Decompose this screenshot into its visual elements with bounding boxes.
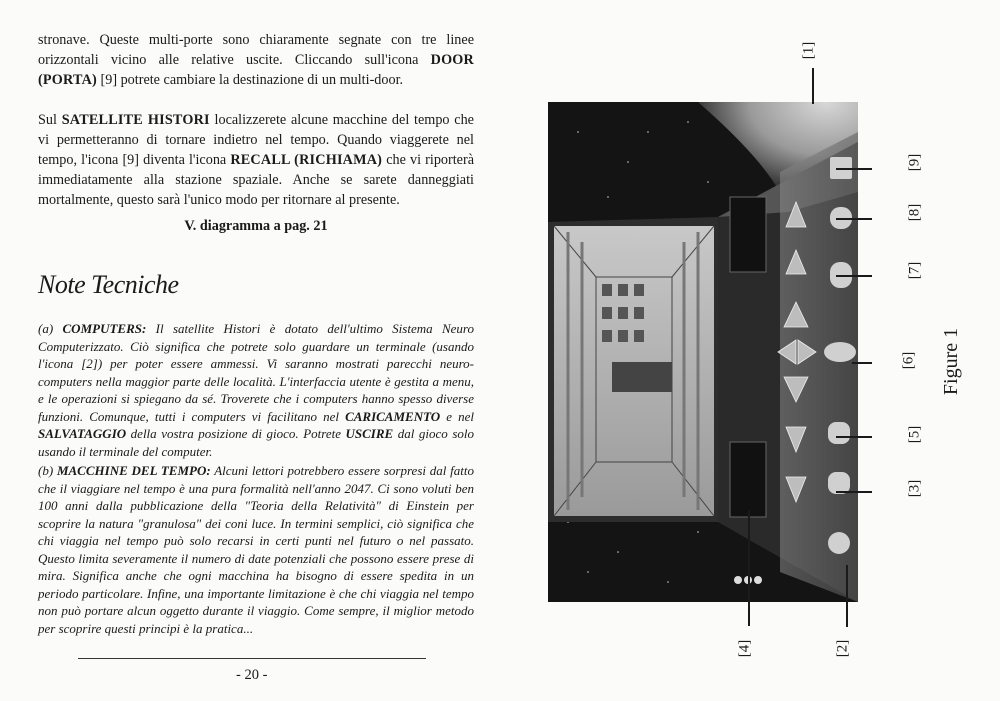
callout-3: [3] xyxy=(906,479,923,498)
text: Alcuni lettori potrebbero essere sorpresi dal fatto che il viaggiare nel tempo è una pura formalità nell'anno 2047. Ci sono voluti ben 100 anni dalla pubblicazione della "Teoria della Relatività" di Einstein per scoprire la natura "granulosa" dei coni luce. In termini semplici, ciò significa che chi viaggia nel tempo può solo recarsi in certi punti nel futuro o nel passato. Questo limita severamente il numero di date potenziali che possono essere prese di mira. Significa anche che ogni macchina ha bisogno di essere spedita in un periodo particolare. Infine, una importante limitazione è che chi viaggia nel tempo non può portare alcun oggetto durante il viaggio. Come sempre, il miglior metodo per scoprire questi principi è la pratica... xyxy=(38,463,474,636)
leader-9 xyxy=(836,168,872,170)
game-screenshot xyxy=(548,102,858,602)
leader-2 xyxy=(846,565,848,627)
leader-8 xyxy=(836,218,872,220)
bold-term-computers: COMPUTERS: xyxy=(62,321,147,336)
text: [9] potrete cambiare la destinazione di un multi-door. xyxy=(96,72,404,88)
hand-icon-5 xyxy=(828,422,850,444)
paragraph-multi-door xyxy=(38,30,474,90)
bold-term-recall: RECALL (RICHIAMA) xyxy=(230,152,383,168)
text: (a) xyxy=(38,321,63,336)
footer-rule xyxy=(78,658,426,659)
bold-term-door: DOOR (PORTA) xyxy=(38,52,474,88)
room-figure xyxy=(612,362,672,392)
text: Sul xyxy=(38,112,62,128)
text: stronave. Queste multi-porte sono chiaramente segnate con tre linee orizzontali vicino alle relative uscite. Cliccando sull'icona xyxy=(38,32,474,68)
paragraph-macchine xyxy=(38,462,474,637)
paragraph-satellite xyxy=(38,110,474,210)
look-icon xyxy=(828,532,850,554)
bold-term-satellite: SATELLITE HISTORI xyxy=(61,112,210,128)
text: della vostra posizione di gioco. Potrete xyxy=(126,426,346,441)
page-number: - 20 - xyxy=(236,667,268,683)
text: Il satellite Histori è dotato dell'ultimo Sistema Neuro Computerizzato. Ciò significa che potrete solo guardare un terminale (usando l'icona [2]) per poter essere ammessi. Vi saranno mostrati parecchi neuro-computers nella maggior parte delle località. L'interfaccia utente è gestita a menu, e le operazioni si spiegano da sé. Troverete che i computers hanno spesso diverse funzioni. Comunque, tutti i computers vi facilitano nel xyxy=(38,321,474,424)
callout-9: [9] xyxy=(906,153,923,172)
figure-label: Figure 1 xyxy=(940,327,963,396)
top-hatch xyxy=(730,197,766,272)
bottom-hatch xyxy=(730,442,766,517)
leader-3 xyxy=(836,491,872,493)
leader-7 xyxy=(836,275,872,277)
bold-term-macchine: MACCHINE DEL TEMPO: xyxy=(56,463,211,478)
leader-4 xyxy=(748,510,750,626)
text: localizzerete alcune macchine del tempo che vi permetteranno di tornare indietro nel tempo. Quando viaggerete nel tempo, l'icona [9] diventa l'icona xyxy=(38,112,474,168)
callout-1: [1] xyxy=(800,41,817,60)
bold-term-uscire: USCIRE xyxy=(345,426,394,441)
text: (b) xyxy=(38,463,57,478)
text: dal gioco solo usando il terminale del computer. xyxy=(38,426,474,459)
game-scene xyxy=(548,102,858,602)
callout-7: [7] xyxy=(906,261,923,280)
callout-4: [4] xyxy=(736,639,753,658)
eye-icon xyxy=(824,342,856,362)
section-heading: Note Tecniche xyxy=(38,270,179,299)
text: e nel xyxy=(440,408,474,424)
room-windows xyxy=(602,284,644,342)
callout-8: [8] xyxy=(906,203,923,222)
diagram-reference: V. diagramma a pag. 21 xyxy=(184,218,328,234)
leader-6 xyxy=(852,362,872,364)
bold-term-caricamento: CARICAMENTO xyxy=(345,408,441,424)
paragraph-computers xyxy=(38,320,474,460)
callout-6: [6] xyxy=(900,351,917,370)
callout-5: [5] xyxy=(906,425,923,444)
text: che vi riporterà immediatamente alla stazione spaziale. Anche se sarete danneggiati mortalmente, questo sarà l'unico modo per ritornare al presente. xyxy=(38,152,474,208)
leader-1 xyxy=(812,68,814,104)
icon-panel xyxy=(780,132,858,602)
callout-2: [2] xyxy=(834,639,851,658)
leader-5 xyxy=(836,436,872,438)
bold-term-salvataggio: SALVATAGGIO xyxy=(38,426,127,441)
